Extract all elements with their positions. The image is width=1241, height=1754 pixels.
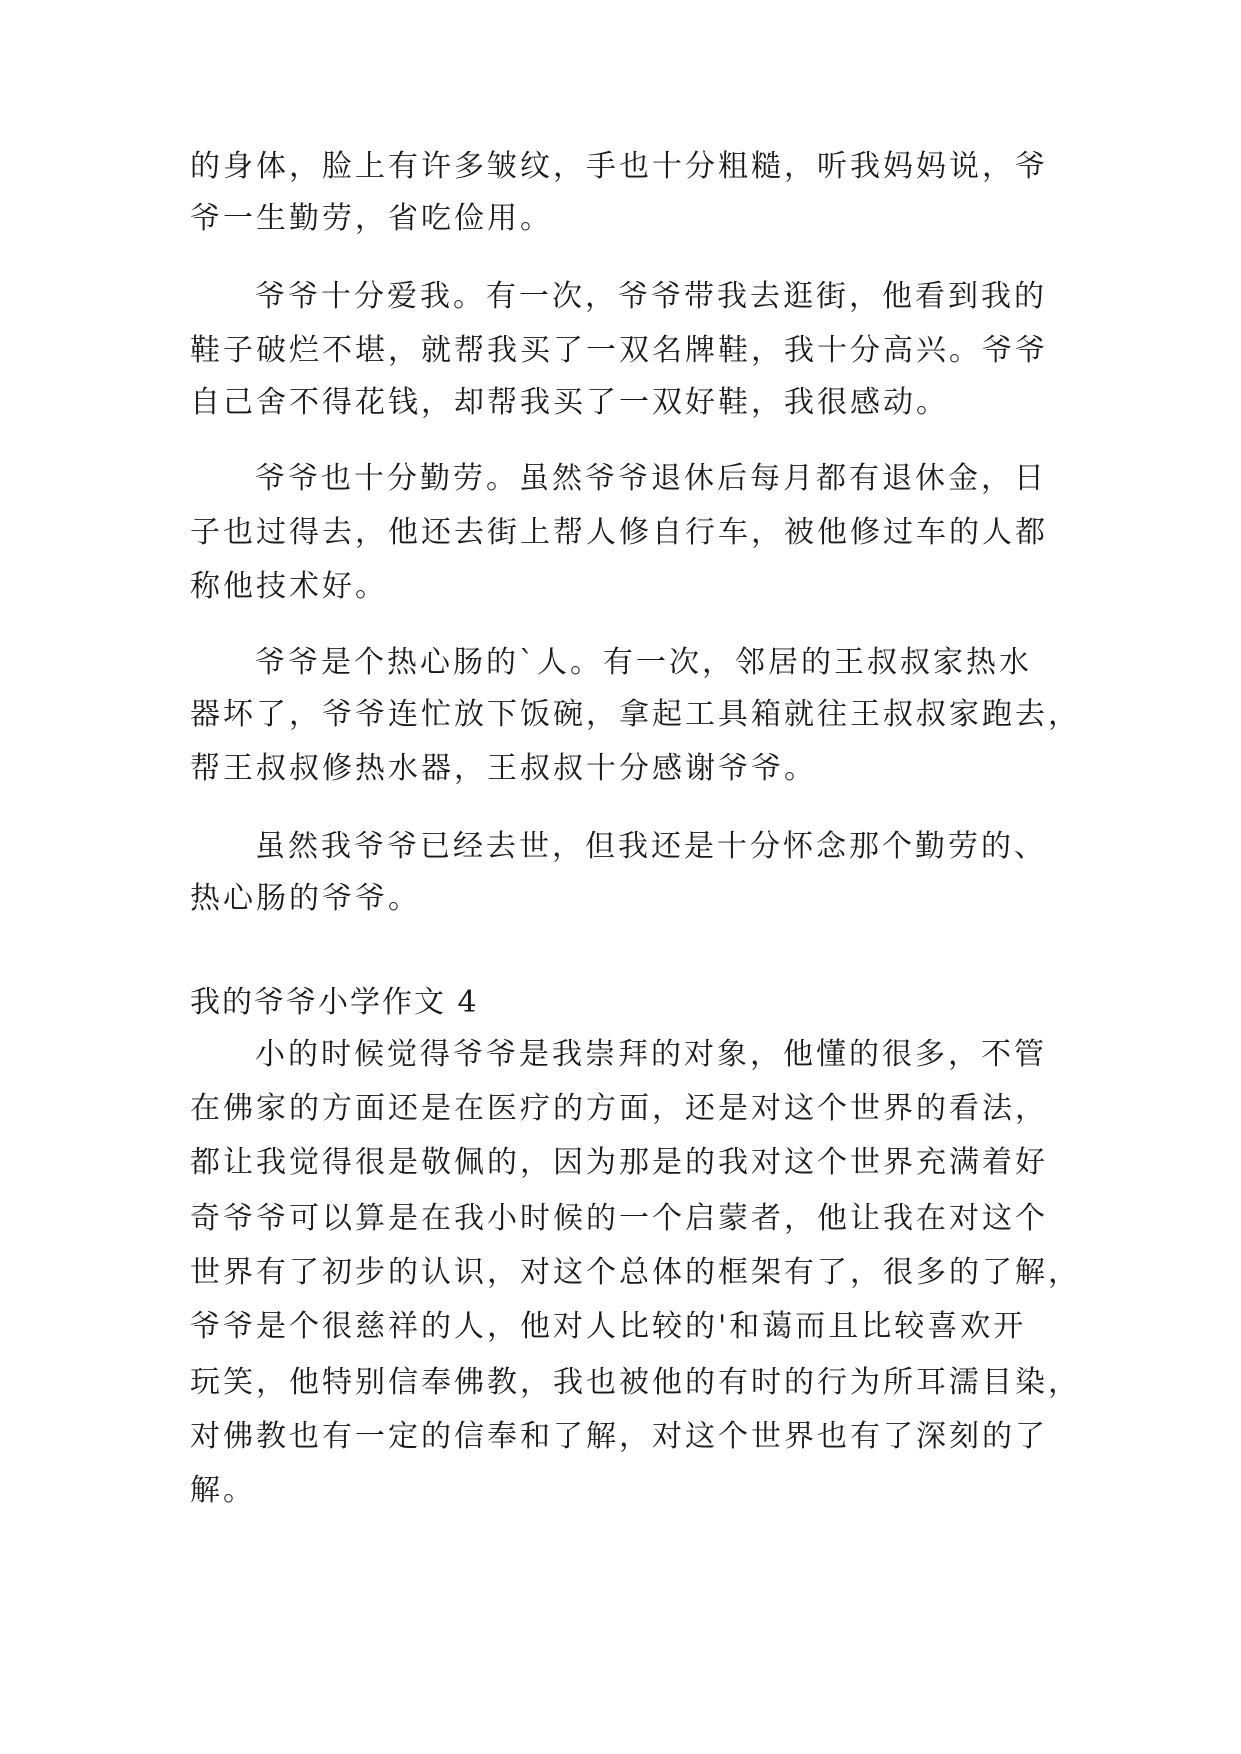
paragraph-start-line: 爷爷也十分勤劳。虽然爷爷退休后每月都有退休金，日 <box>255 461 1047 496</box>
text-line: 爷爷是个很慈祥的人，他对人比较的'和蔼而且比较喜欢开 <box>190 1309 1027 1344</box>
text-line: 帮王叔叔修热水器，王叔叔十分感谢爷爷。 <box>190 751 817 786</box>
section-heading: 我的爷爷小学作文 4 <box>190 985 479 1020</box>
text-line: 奇爷爷可以算是在我小时候的一个启蒙者，他让我在对这个 <box>190 1201 1048 1236</box>
paragraph-start-line: 爷爷十分爱我。有一次，爷爷带我去逛街，他看到我的 <box>255 279 1047 314</box>
text-line: 鞋子破烂不堪，就帮我买了一双名牌鞋，我十分高兴。爷爷 <box>190 333 1048 368</box>
text-line: 玩笑，他特别信奉佛教，我也被他的有时的行为所耳濡目染， <box>190 1365 1081 1400</box>
text-line: 热心肠的爷爷。 <box>190 881 421 916</box>
text-line: 都让我觉得很是敬佩的，因为那是的我对这个世界充满着好 <box>190 1145 1048 1180</box>
paragraph-start-line: 虽然我爷爷已经去世，但我还是十分怀念那个勤劳的、 <box>255 829 1047 864</box>
text-line: 解。 <box>190 1473 256 1508</box>
text-line: 子也过得去，他还去街上帮人修自行车，被他修过车的人都 <box>190 515 1048 550</box>
text-line: 对佛教也有一定的信奉和了解，对这个世界也有了深刻的了 <box>190 1419 1048 1454</box>
text-line: 的身体，脸上有许多皱纹，手也十分粗糙，听我妈妈说，爷 <box>190 149 1048 184</box>
text-line: 爷一生勤劳，省吃俭用。 <box>190 201 553 236</box>
text-line: 器坏了，爷爷连忙放下饭碗，拿起工具箱就往王叔叔家跑去， <box>190 697 1081 732</box>
text-line: 自己舍不得花钱，却帮我买了一双好鞋，我很感动。 <box>190 385 949 420</box>
text-line: 称他技术好。 <box>190 569 388 604</box>
text-line: 世界有了初步的认识，对这个总体的框架有了，很多的了解， <box>190 1255 1081 1290</box>
text-line: 在佛家的方面还是在医疗的方面，还是对这个世界的看法， <box>190 1091 1048 1126</box>
paragraph-start-line: 爷爷是个热心肠的`人。有一次，邻居的王叔叔家热水 <box>255 645 1032 680</box>
paragraph-start-line: 小的时候觉得爷爷是我崇拜的对象，他懂的很多，不管 <box>255 1037 1047 1072</box>
